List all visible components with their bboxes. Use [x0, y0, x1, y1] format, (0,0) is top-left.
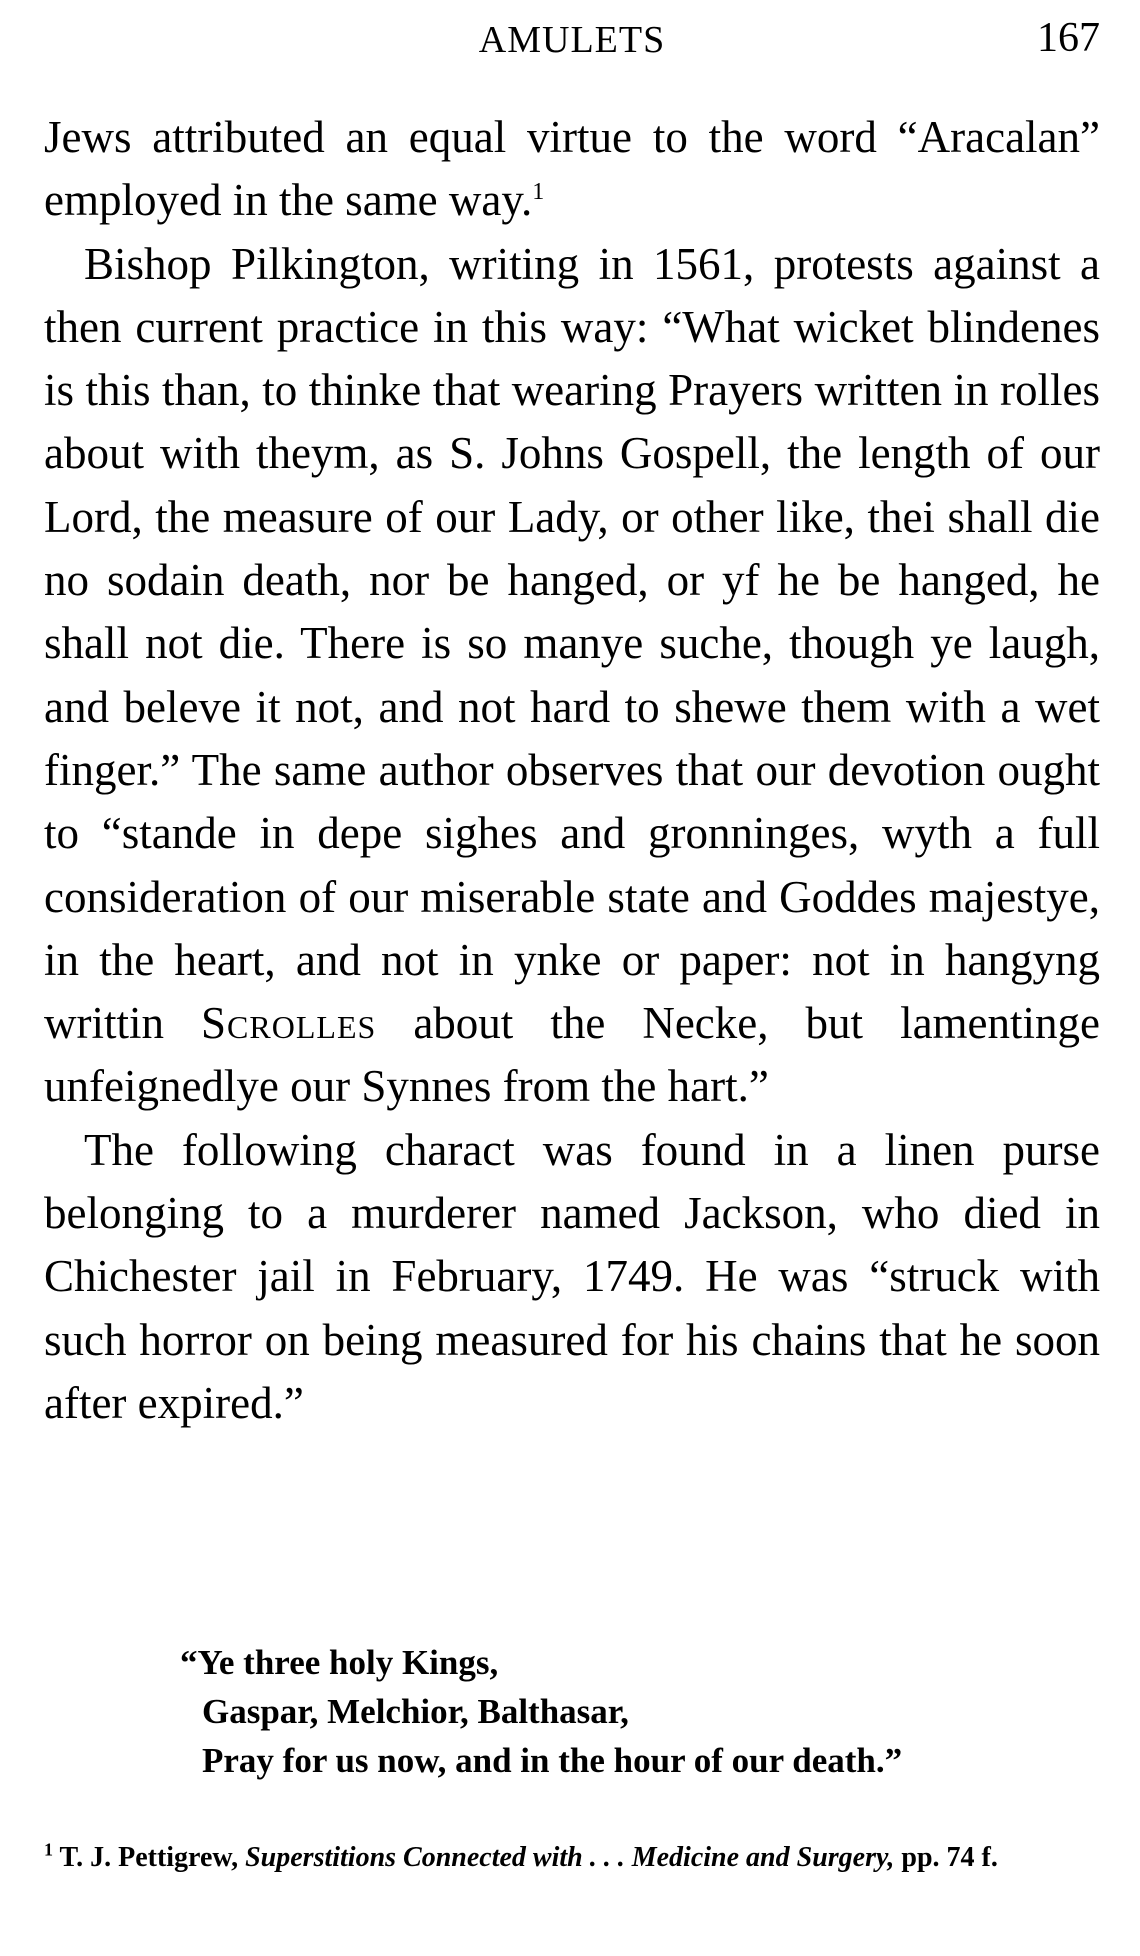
verse-block: [180, 1638, 902, 1785]
paragraph-1: [44, 106, 1100, 233]
paragraph-1-text: Jews attributed an equal virtue to the word “Aracalan” employed in the same way.: [44, 112, 1100, 226]
footnote-reference: 1: [532, 179, 545, 206]
body-text: [44, 106, 1100, 1435]
running-head: AMULETS: [478, 19, 666, 61]
paragraph-2-text-a: Bishop Pilkington, writing in 1561, protests against a then current practice in this way: “What wicket blindenes is this than, to thinke that wearing Prayers written in rolles about with theym, as S. Johns Gospell, the length of our Lord, the measure of our Lady, or other like, thei shall die no sodain death, nor be hanged, or yf he be hanged, he shall not die. There is so manye suche, though ye laugh, and beleve it not, and not hard to shewe them with a wet finger.” The same author observes that our devotion ought to “stande in depe sighes and gronninges, wyth a full consideration of our miserable state and Goddes majestye, in the heart, and not in ynke or paper: not in hangyng writtin: [44, 238, 1100, 1049]
footnote-title: Superstitions Connected with . . . Medicine and Surgery,: [245, 1842, 895, 1873]
footnote-mark: 1: [44, 1839, 53, 1860]
page-number: 167: [1037, 15, 1100, 61]
paragraph-2: [44, 233, 1100, 1119]
paragraph-2-text-b: about the Necke, but lamentinge unfeignedlye our Synnes from the hart.”: [44, 998, 1100, 1112]
page-header: [44, 14, 1100, 70]
paragraph-2-smallcaps: Scrolles: [201, 998, 377, 1049]
paragraph-3: The following charact was found in a linen purse belonging to a murderer named Jackson, who died in Chichester jail in February, 1749. He was “struck with such horror on being measured for his chains that he soon after expired.”: [44, 1124, 1100, 1428]
verse-line-3: Pray for us now, and in the hour of our death.”: [202, 1741, 903, 1780]
footnote-author: T. J. Pettigrew,: [59, 1842, 239, 1873]
footnote: [44, 1838, 1100, 1878]
footnote-pages: pp. 74 f.: [901, 1842, 998, 1873]
verse-line-1: “Ye three holy Kings,: [180, 1643, 499, 1682]
verse-line-2: Gaspar, Melchior, Balthasar,: [202, 1692, 629, 1731]
